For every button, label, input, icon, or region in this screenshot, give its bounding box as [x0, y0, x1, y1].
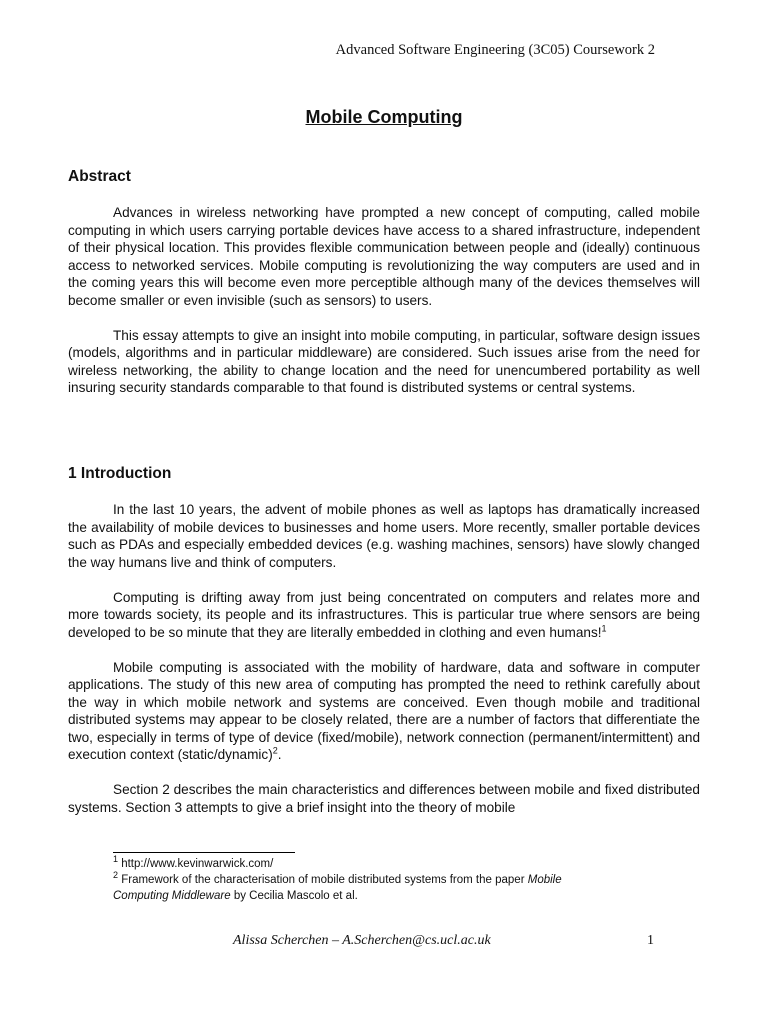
abstract-paragraph-1: Advances in wireless networking have prompted a new concept of computing, called mobile computing in which users carrying portable devices have access to a shared infrastructure, independent of their physical location. This provides flexible communication between people and (ideally) continuous access to networked services. Mobile computing is revolutionizing the way computers are used and in the coming years this will become even more perceptible although many of the devices themselves will become smaller or even invisible (such as sensors) to users. — [68, 205, 700, 308]
intro-paragraph-3-end: . — [277, 747, 282, 762]
abstract-section — [68, 204, 700, 397]
intro-paragraph-3-text: Mobile computing is associated with the mobility of hardware, data and software in computer applications. The study of this new area of computing has prompted the need to rethink carefully about the way in which mobile network and systems are conceived. Even though mobile and traditional distributed systems may appear to be closely related, there are a number of factors that differentiate the two, especially in terms of type of device (fixed/mobile), network connection (permanent/intermittent) and execution context (static/dynamic) — [68, 659, 700, 762]
intro-paragraph-3 — [68, 659, 700, 764]
footnote-ref-2[interactable]: 2 — [272, 745, 278, 756]
introduction-section — [68, 501, 700, 816]
abstract-paragraph-2: This essay attempts to give an insight into mobile computing, in particular, software design issues (models, algorithms and in particular middleware) are considered. Such issues arise from the need for wireless networking, the ability to change location and the need for unencumbered portability as well insuring security standards comparable to that found is distributed systems or central systems. — [68, 327, 700, 395]
abstract-heading: Abstract — [68, 168, 131, 185]
footnote-1-link[interactable]: http://www.kevinwarwick.com/ — [121, 858, 274, 870]
footnote-2-text: Framework of the characterisation of mobile distributed systems from the paper — [121, 874, 528, 886]
footnote-mark-2: 2 — [113, 870, 119, 881]
footnote-2 — [113, 872, 613, 904]
intro-paragraph-2 — [68, 589, 700, 642]
running-header: Advanced Software Engineering (3C05) Coursework 2 — [335, 42, 655, 58]
footnote-mark-1: 1 — [113, 854, 119, 865]
footnote-2-paper-title: Mobile Computing Middleware — [113, 874, 562, 902]
intro-paragraph-4: Section 2 describes the main characteristics and differences between mobile and fixed distributed systems. Section 3 attempts to give a brief insight into the theory of mobile — [68, 782, 700, 815]
footnote-1 — [113, 856, 613, 872]
page-number: 1 — [647, 933, 654, 948]
intro-paragraph-2-text: Computing is drifting away from just being concentrated on computers and relates more and more towards society, its people and its infrastructures. This is particular true where sensors are being developed to be so minute that they are literally embedded in clothing and even humans! — [68, 589, 700, 640]
document-title-text: Mobile Computing — [305, 107, 463, 127]
footer-author: Alissa Scherchen – A.Scherchen@cs.ucl.ac.uk — [233, 933, 491, 948]
footnote-divider — [113, 852, 295, 853]
footnote-ref-1[interactable]: 1 — [601, 622, 607, 633]
footnotes — [113, 856, 613, 904]
introduction-heading: 1 Introduction — [68, 465, 172, 482]
intro-paragraph-1: In the last 10 years, the advent of mobile phones as well as laptops has dramatically increased the availability of mobile devices to businesses and home users. More recently, smaller portable devices such as PDAs and especially embedded devices (e.g. washing machines, sensors) have slowly changed the way humans live and think of computers. — [68, 502, 700, 570]
footnote-2-tail: by Cecilia Mascolo et al. — [230, 890, 358, 902]
document-title — [0, 107, 768, 128]
